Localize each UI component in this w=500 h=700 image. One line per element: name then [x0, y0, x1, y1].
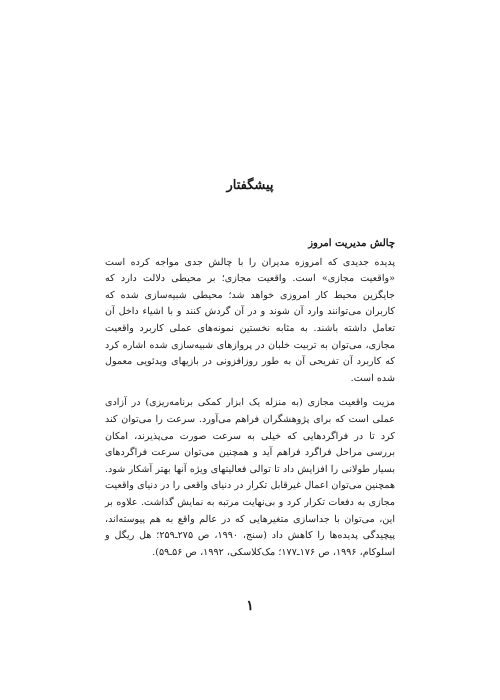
paragraph-1: پدیده جدیدی که امروزه مدیران را با چالش جدی مواجه کرده است «واقعیت مجازی» است. واقعیت مجازی؛ بر محیطی دلالت دارد که جایگزین محیط کار امروزی خواهد شد؛ محیطی شبیه‌سازی شده که کاربران می‌توانند وارد آن شوند و در آن گردش کنند و با اشیاء داخل آن تعامل داشته باشند. به مثابه نخستین نمونه‌های عملی کاربرد واقعیت مجازی، می‌توان به تربیت خلبان در پروازهای شبیه‌سازی شده اشاره کرد که کاربرد آن تفریحی آن به طور روزافزونی در بازیهای ویدئویی معمول شده است.: [105, 256, 395, 384]
page-title: پیشگفتار: [226, 178, 274, 193]
body-text: [105, 236, 395, 569]
page-number: ۱: [246, 598, 254, 614]
paragraph-2: مزیت واقعیت مجازی (به منزله یک ابزار کمکی برنامه‌ریزی) در آزادی عملی است که برای پژوهشگران فراهم می‌آورد. سرعت را می‌توان کند کرد تا در فراگردهایی که خیلی به سرعت صورت می‌پذیرند، امکان بررسی مراحل فراگرد فراهم آید و همچنین می‌توان سرعت فراگردهای بسیار طولانی را افزایش داد تا توالی فعالیتهای ویژه آنها بهتر آشکار شود. همچنین می‌توان اعمال غیرقابل تکرار در دنیای واقعی را در دنیای واقعیت مجازی به دفعات تکرار کرد و بی‌نهایت مرتبه به نمایش گذاشت. علاوه بر این، می‌توان با جداسازی متغیرهایی که در عالم واقع به هم پیوسته‌اند، پیچیدگی پدیده‌ها را کاهش داد (سنج، ۱۹۹۰، ص ۲۷۵ـ۲۵۹؛ هل ریگل و اسلوکام، ۱۹۹۶، ص ۱۷۶ـ۱۷۷؛ مک‌کلاسکی، ۱۹۹۲، ص ۵۶ـ۵۹).: [105, 397, 395, 558]
section-heading: چالش مدیریت امروز: [308, 238, 395, 249]
